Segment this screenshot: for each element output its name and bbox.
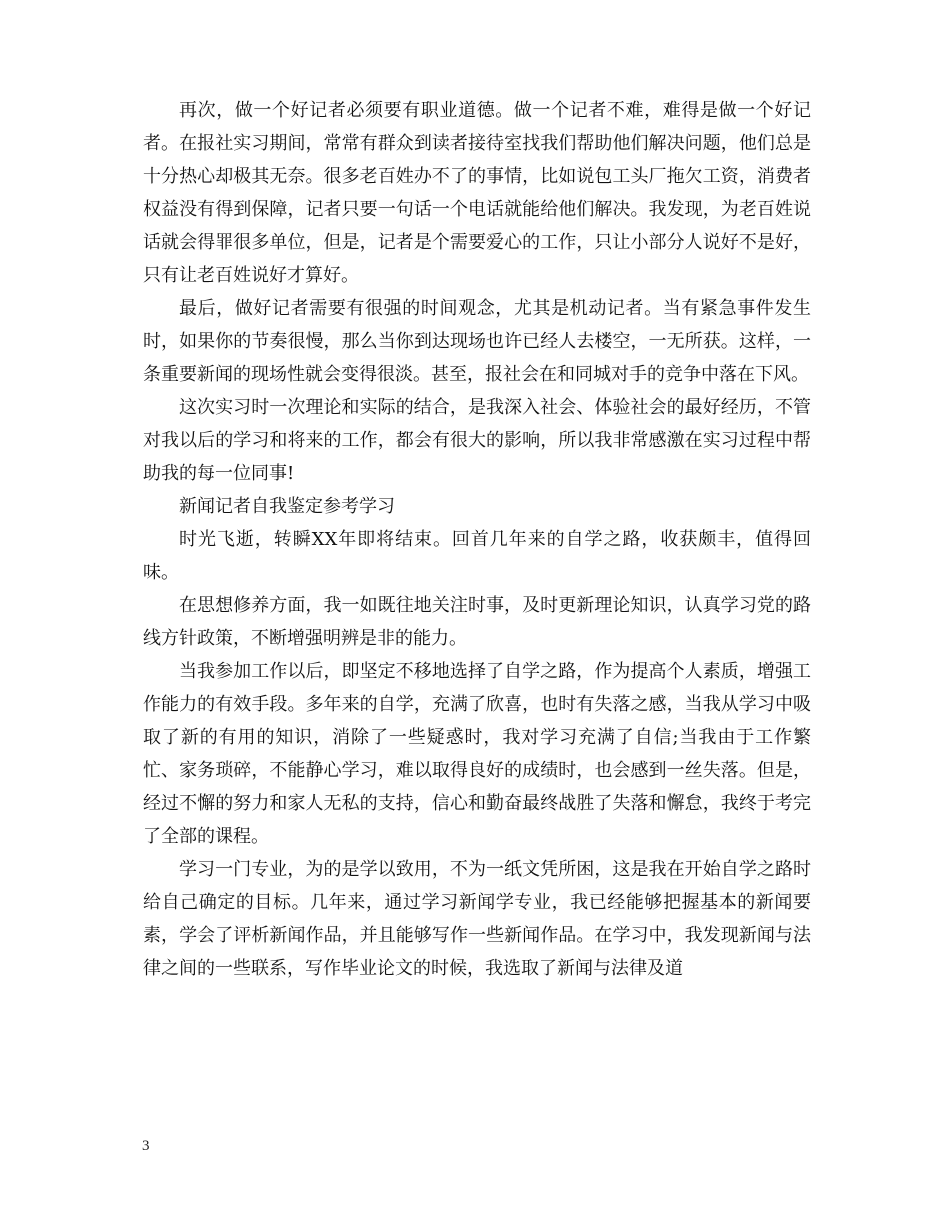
paragraph-learning-goal: 学习一门专业，为的是学以致用，不为一纸文凭所困，这是我在开始自学之路时给自己确定的目标。几年来，通过学习新闻学专业，我已经能够把握基本的新闻要素，学会了评析新闻作品，并且能够写作一些新闻作品。在学习中，我发现新闻与法律之间的一些联系，写作毕业论文的时候，我选取了新闻与法律及道 bbox=[143, 859, 811, 979]
paragraph-ethics: 再次，做一个好记者必须要有职业道德。做一个记者不难，难得是做一个好记者。在报社实习期间，常常有群众到读者接待室找我们帮助他们解决问题，他们总是十分热心却极其无奈。很多老百姓办不了的事情，比如说包工头厂拖欠工资，消费者权益没有得到保障，记者只要一句话一个电话就能给他们解决。我发现，为老百姓说话就会得罪很多单位，但是，记者是个需要爱心的工作，只让小部分人说好不是好，只有让老百姓说好才算好。 bbox=[143, 100, 811, 286]
section-title: 新闻记者自我鉴定参考学习 bbox=[179, 496, 395, 517]
paragraph-internship-summary: 这次实习时一次理论和实际的结合，是我深入社会、体验社会的最好经历，不管对我以后的学习和将来的工作，都会有很大的影响，所以我非常感激在实习过程中帮助我的每一位同事! bbox=[143, 397, 811, 484]
document-body bbox=[143, 94, 811, 985]
paragraph-self-study: 当我参加工作以后，即坚定不移地选择了自学之路，作为提高个人素质，增强工作能力的有效手段。多年来的自学，充满了欣喜，也时有失落之感，当我从学习中吸取了新的有用的知识，消除了一些疑惑时，我对学习充满了自信;当我由于工作繁忙、家务琐碎，不能静心学习，难以取得良好的成绩时，也会感到一丝失落。但是，经过不懈的努力和家人无私的支持，信心和勤奋最终战胜了失落和懈怠，我终于考完了全部的课程。 bbox=[143, 661, 811, 847]
page-number: 3 bbox=[142, 1138, 150, 1154]
paragraph-time-concept: 最后，做好记者需要有很强的时间观念，尤其是机动记者。当有紧急事件发生时，如果你的节奏很慢，那么当你到达现场也许已经人去楼空，一无所获。这样，一条重要新闻的现场性就会变得很淡。甚至，报社会在和同城对手的竞争中落在下风。 bbox=[143, 298, 811, 385]
paragraph-ideology: 在思想修养方面，我一如既往地关注时事，及时更新理论知识，认真学习党的路线方针政策，不断增强明辨是非的能力。 bbox=[143, 595, 811, 649]
paragraph-time-flies: 时光飞逝，转瞬XX年即将结束。回首几年来的自学之路，收获颇丰，值得回味。 bbox=[143, 529, 811, 583]
